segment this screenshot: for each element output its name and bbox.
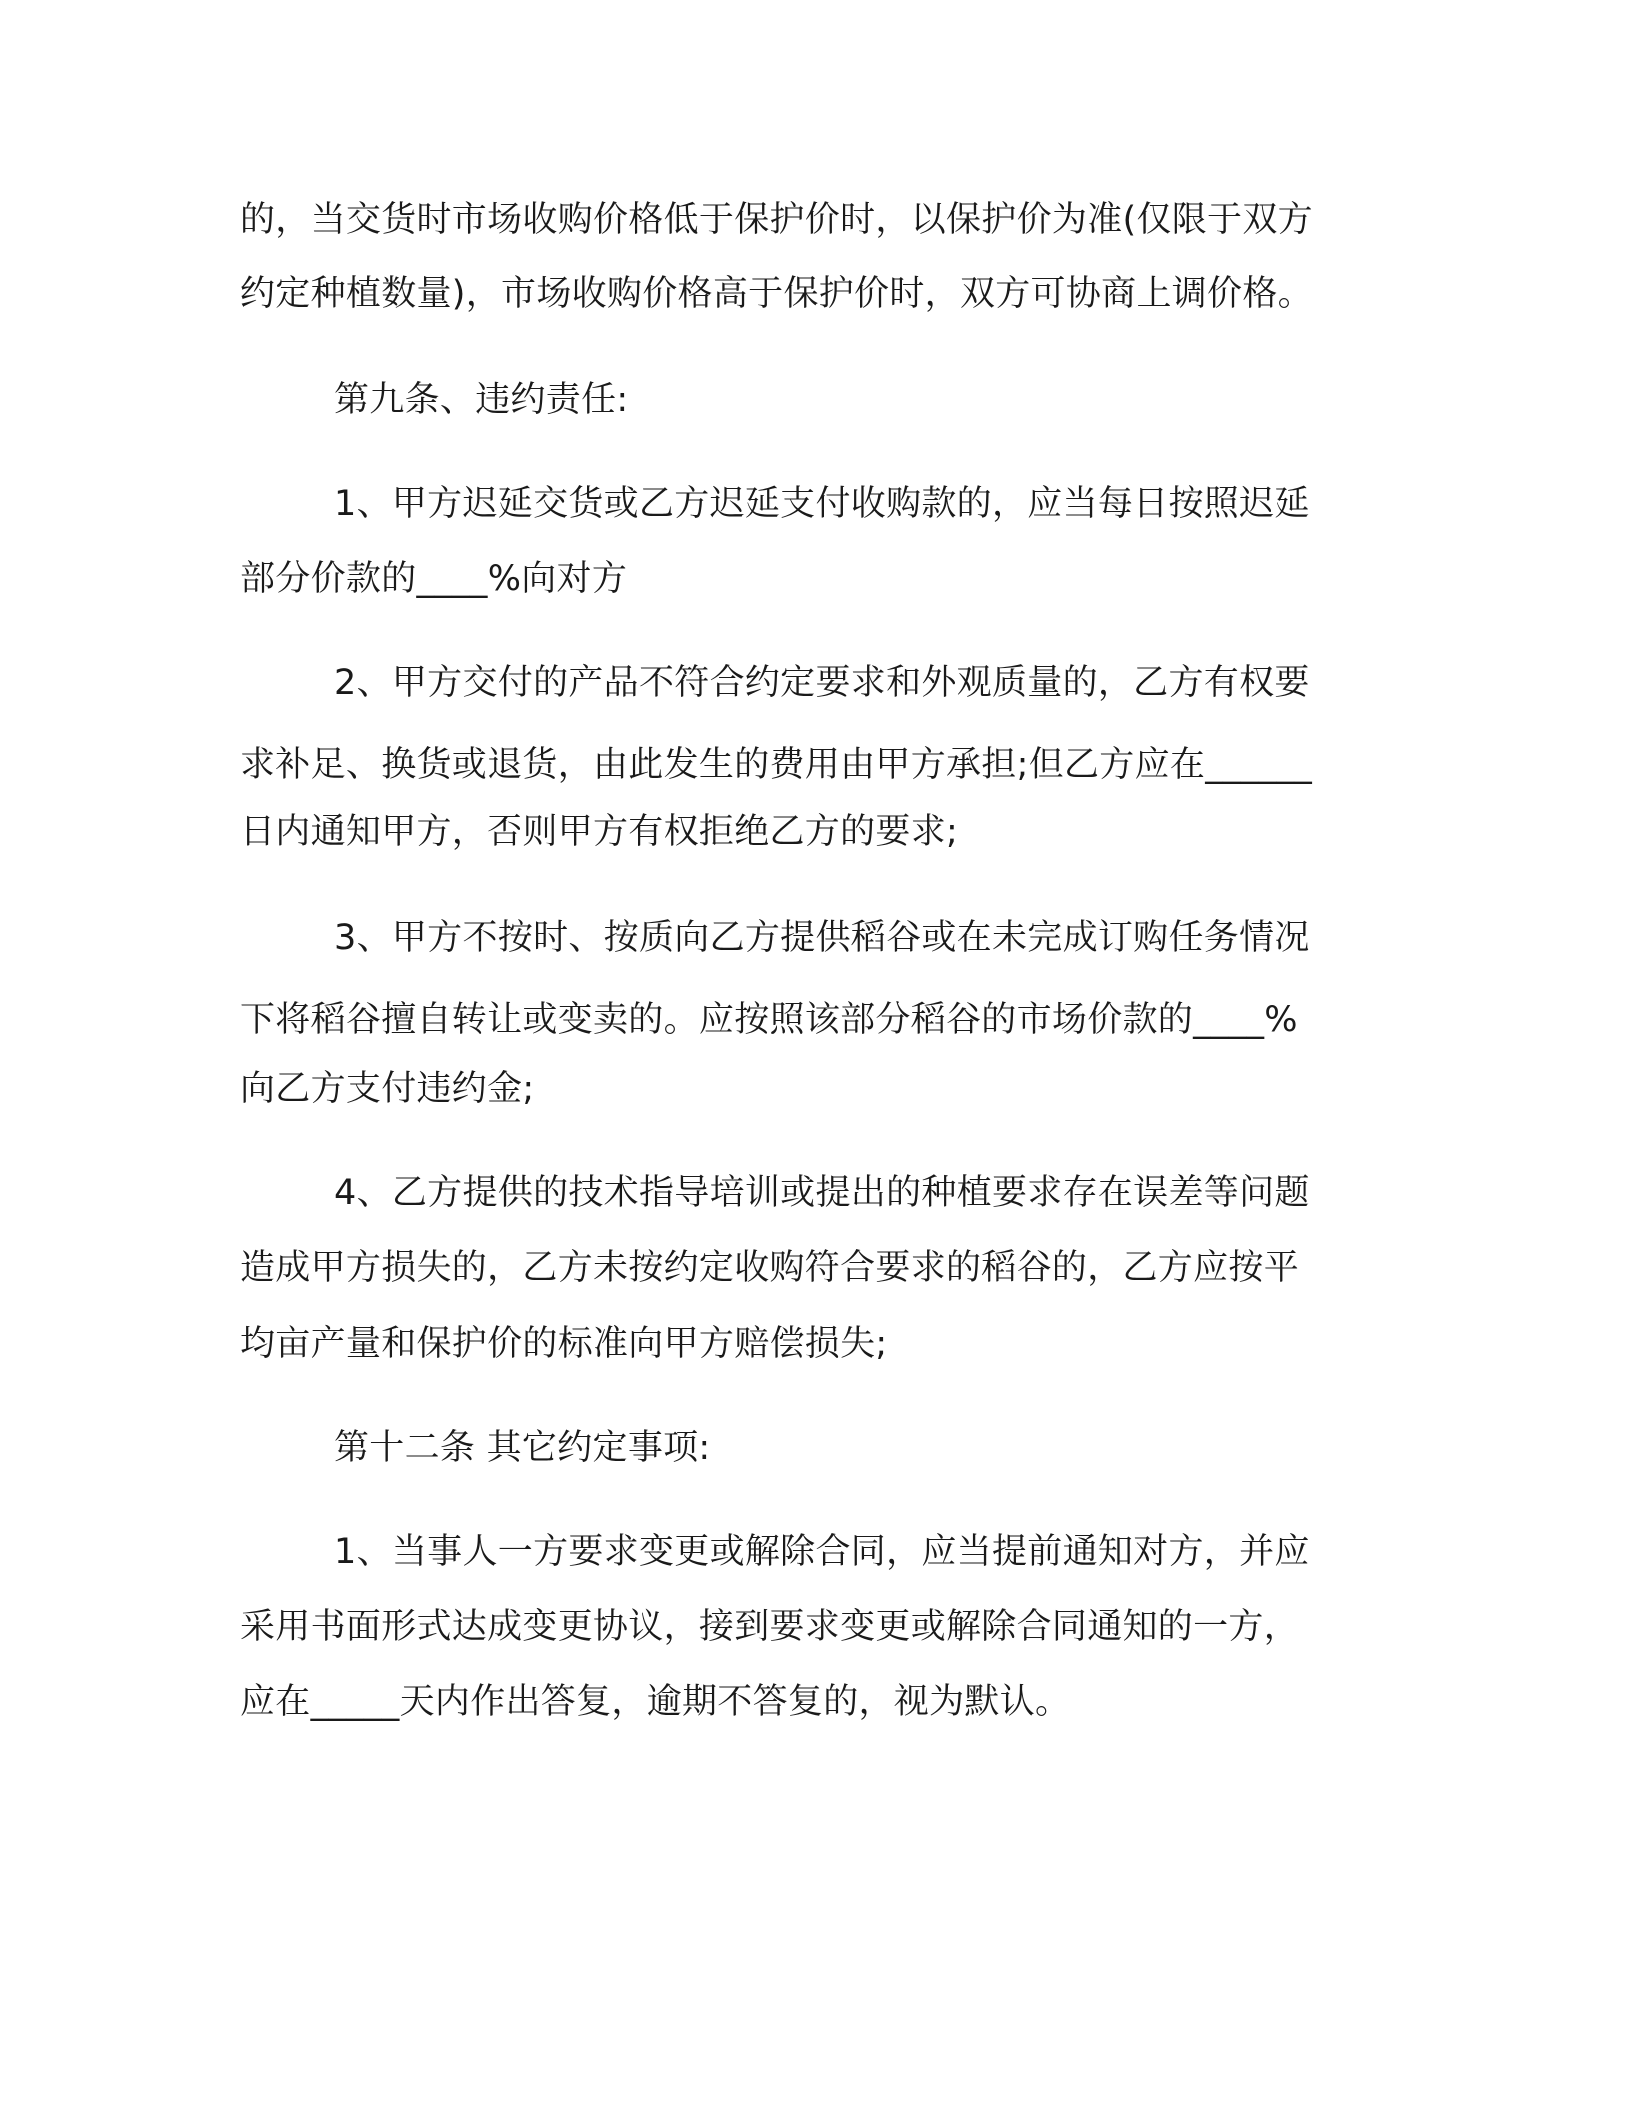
article-9-item-4: 4、乙方提供的技术指导培训或提出的种植要求存在误差等问题	[334, 1173, 1310, 1213]
paragraph-line: 的，当交货时市场收购价格低于保护价时，以保护价为准(仅限于双方	[240, 200, 1313, 240]
article-9-item-3-cont: 向乙方支付违约金;	[240, 1069, 535, 1109]
article-9-item-2-cont: 求补足、换货或退货，由此发生的费用由甲方承担;但乙方应在______	[240, 745, 1312, 785]
article-9-item-1-cont: 部分价款的____%向对方	[240, 559, 628, 599]
article-9-item-1: 1、甲方迟延交货或乙方迟延支付收购款的，应当每日按照迟延	[334, 484, 1310, 524]
article-12-item-1-cont: 应在_____天内作出答复，逾期不答复的，视为默认。	[240, 1682, 1071, 1722]
article-9-item-2: 2、甲方交付的产品不符合约定要求和外观质量的，乙方有权要	[334, 663, 1310, 703]
article-9-item-3-cont: 下将稻谷擅自转让或变卖的。应按照该部分稻谷的市场价款的____%	[240, 1000, 1298, 1040]
article-12-heading: 第十二条 其它约定事项:	[334, 1428, 711, 1468]
article-9-item-3: 3、甲方不按时、按质向乙方提供稻谷或在未完成订购任务情况	[334, 918, 1310, 958]
article-9-item-4-cont: 均亩产量和保护价的标准向甲方赔偿损失;	[240, 1324, 888, 1364]
article-9-item-4-cont: 造成甲方损失的，乙方未按约定收购符合要求的稻谷的，乙方应按平	[240, 1248, 1300, 1288]
article-12-item-1: 1、当事人一方要求变更或解除合同，应当提前通知对方，并应	[334, 1532, 1310, 1572]
article-12-item-1-cont: 采用书面形式达成变更协议，接到要求变更或解除合同通知的一方，	[240, 1607, 1300, 1647]
paragraph-line: 约定种植数量)，市场收购价格高于保护价时，双方可协商上调价格。	[240, 274, 1313, 314]
article-9-item-2-cont: 日内通知甲方，否则甲方有权拒绝乙方的要求;	[240, 812, 959, 852]
article-9-heading: 第九条、违约责任:	[334, 380, 629, 420]
